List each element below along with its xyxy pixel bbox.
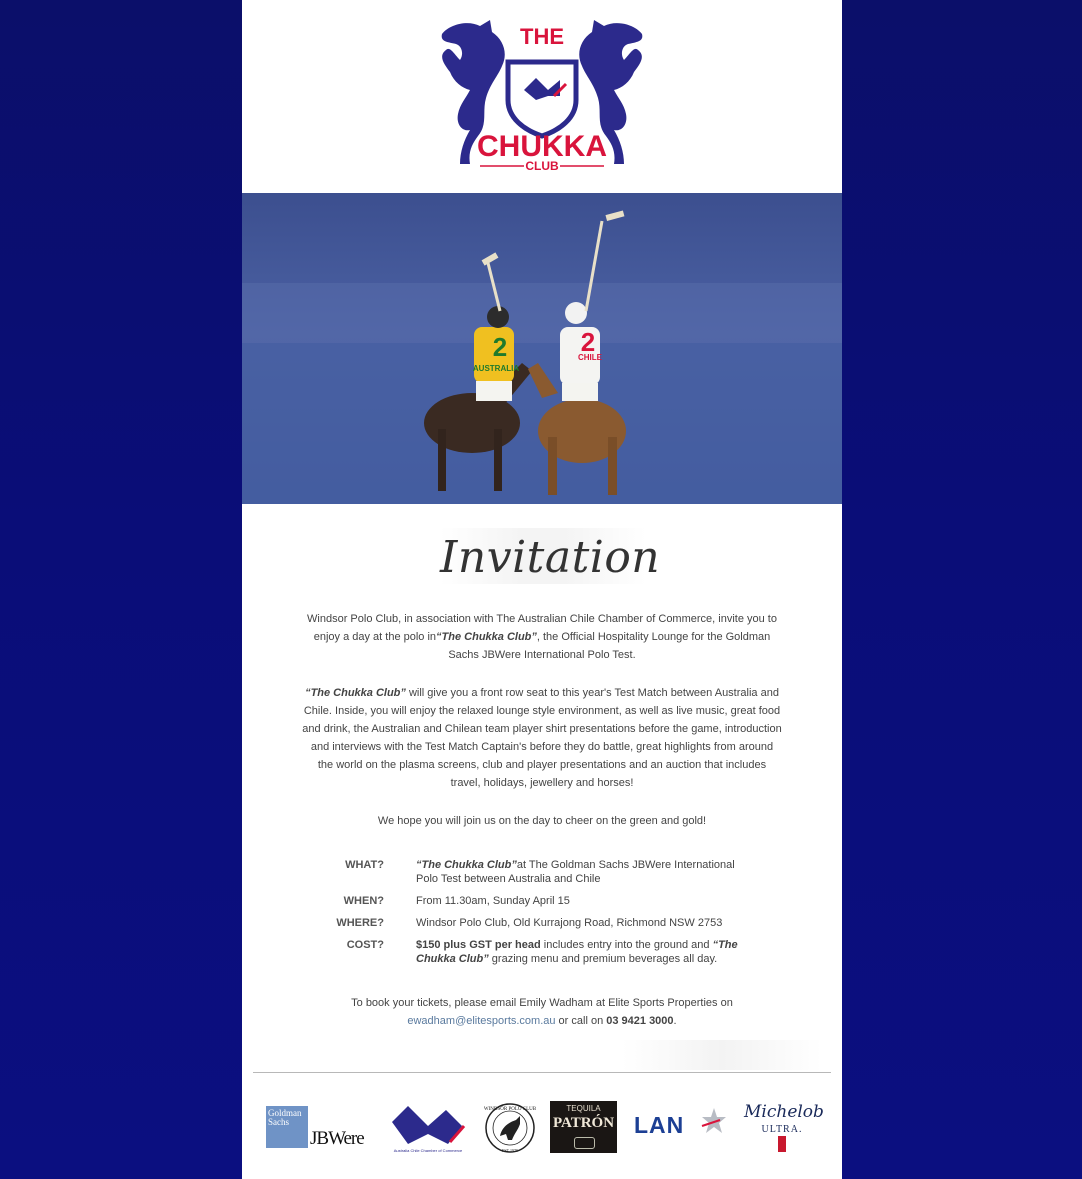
sponsor-windsor-polo-club (484, 1100, 536, 1156)
patron-tequila-label: TEQUILA (566, 1104, 601, 1113)
patron-bee-icon (574, 1137, 595, 1149)
email-page (242, 0, 842, 1179)
sponsor-divider (253, 1072, 831, 1073)
booking-phone: 03 9421 3000 (606, 1015, 674, 1027)
patron-wordmark: PATRÓN (552, 1115, 615, 1131)
michelob-ribbon-icon (778, 1136, 786, 1152)
header-logo-area (242, 0, 842, 193)
intro-paragraph-1 (302, 610, 782, 664)
detail-value-what: “The Chukka Club”at The Goldman Sachs JBWere International Polo Test between Australia and Chile (416, 859, 735, 885)
booking-email-link[interactable]: ewadham@elitesports.com.au (407, 1015, 556, 1027)
right-rider-team: CHILE (578, 353, 602, 362)
detail-label-where: WHERE? (336, 917, 384, 929)
intro-paragraph-2 (302, 684, 782, 792)
sponsor-lan (634, 1100, 730, 1156)
polo-players-illustration (242, 193, 842, 504)
lan-star-icon (700, 1106, 728, 1136)
intro-p1-text-a: Windsor Polo Club, in association with The Australian Chile Chamber of Commerce, invite you to enjoy a day at the polo in (307, 613, 777, 643)
logo-text-chukka: CHUKKA (477, 130, 607, 163)
intro-p2-club-name: “The Chukka Club” (305, 687, 406, 699)
jbwere-wordmark: JBWere (310, 1128, 364, 1149)
left-rider-team: AUSTRALIA (472, 364, 520, 373)
detail-label-when: WHEN? (343, 895, 384, 907)
detail-value-when: From 11.30am, Sunday April 15 (416, 895, 570, 907)
detail-value-cost: $150 plus GST per head includes entry into the ground and “The Chukka Club” grazing menu and premium beverages all day. (416, 939, 738, 965)
acc-caption: Australia Chile Chamber of Commerce (393, 1148, 463, 1153)
booking-line-1: To book your tickets, please email Emily Wadham at Elite Sports Properties on (351, 997, 733, 1009)
detail-value-where: Windsor Polo Club, Old Kurrajong Road, Richmond NSW 2753 (416, 917, 723, 929)
goldman-sachs-box: Goldman Sachs (266, 1106, 308, 1148)
right-rider-number: 2 (580, 327, 596, 357)
windsor-crest-top-text: WINDSOR POLO CLUB (484, 1107, 536, 1112)
logo-text-the: THE (520, 24, 564, 49)
sponsor-australia-chile-chamber (388, 1100, 468, 1156)
intro-p1-text-b: , the Official Hospitality Lounge for the Goldman Sachs JBWere International Polo Test. (448, 631, 771, 661)
windsor-polo-crest-icon (484, 1100, 536, 1156)
detail-label-cost: COST? (346, 939, 384, 951)
sponsor-goldman-sachs-jbwere (266, 1100, 374, 1156)
hero-polo-image (242, 193, 842, 504)
booking-info: To book your tickets, please email Emily Wadham at Elite Sports Properties on ewadham@elitesports.com.au or call on 03 9421 3000. (351, 997, 733, 1027)
windsor-crest-bottom-text: EST 1979 (501, 1148, 519, 1153)
intro-p1-club-name: “The Chukka Club” (436, 631, 537, 643)
michelob-wordmark: Michelob (744, 1102, 824, 1122)
ultra-wordmark: ULTRA. (761, 1124, 803, 1135)
lan-wordmark: LAN (634, 1112, 685, 1138)
shield-shape (508, 62, 576, 136)
invitation-heading: Invitation (440, 528, 646, 584)
detail-label-what: WHAT? (345, 859, 384, 871)
intro-p2-text: will give you a front row seat to this year's Test Match between Australia and Chile. Inside, you will enjoy the relaxed lounge style environment, as well as live music, great food and drink, the Australian and Chilean team player shirt presentations before the game, introduction and interviews with the Test Match Captain's before they do battle, great highlights from around the world on the plasma screens, club and player presentations and an auction that includes travel, holidays, jewellery and horses! (302, 687, 782, 789)
logo-text-club: CLUB (525, 159, 559, 173)
chukka-club-logo (432, 14, 652, 174)
left-rider-number: 2 (492, 332, 508, 362)
intro-paragraph-3: We hope you will join us on the day to cheer on the green and gold! (377, 815, 707, 827)
sponsor-michelob-ultra (744, 1100, 824, 1156)
decorative-fade-bar (622, 1040, 822, 1070)
sponsor-patron (550, 1101, 617, 1153)
